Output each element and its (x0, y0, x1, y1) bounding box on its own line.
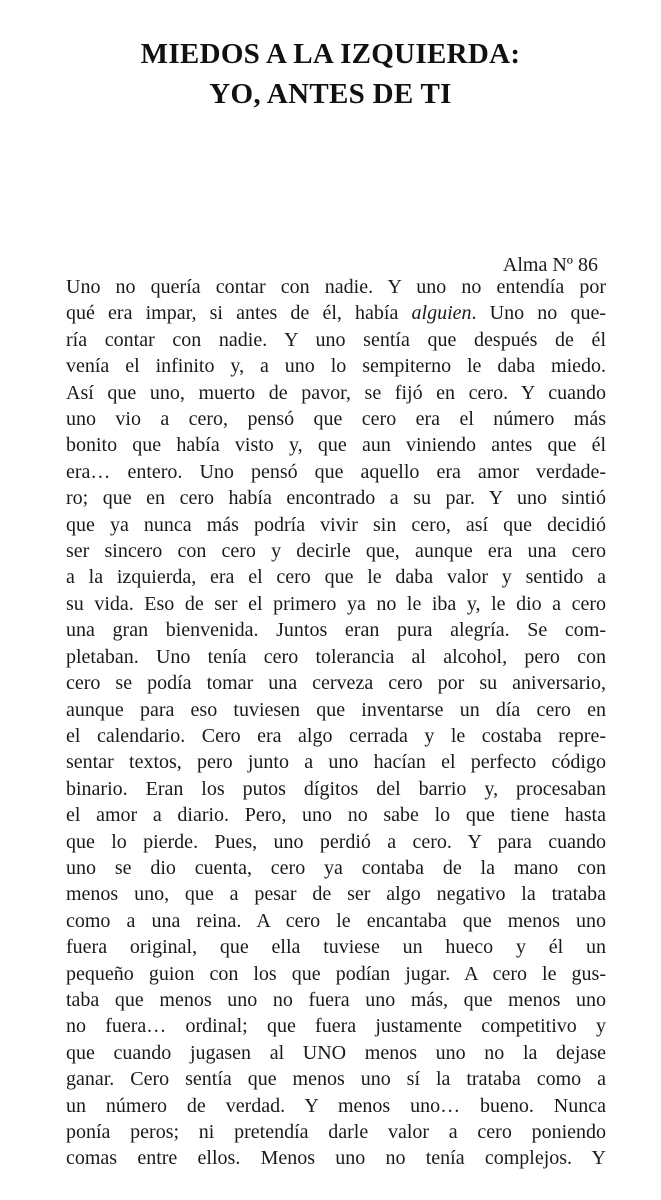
body-line: una gran bienvenida. Juntos eran pura alegría. Se com- (66, 619, 606, 642)
body-line: uno vio a cero, pensó que cero era el número más (66, 408, 606, 431)
body-line: pletaban. Uno tenía cero tolerancia al alcohol, pero con (66, 645, 606, 668)
body-line: bonito que había visto y, que aun viniendo antes que él (66, 434, 606, 457)
body-line: que cuando jugasen al UNO menos uno no la dejase (66, 1041, 606, 1064)
body-line-segment: . Uno no que- (471, 302, 606, 325)
body-line: el calendario. Cero era algo cerrada y le costaba repre- (66, 724, 606, 747)
body-line: que lo pierde. Pues, uno perdió a cero. Y para cuando (66, 830, 606, 853)
body-line: uno se dio cuenta, cero ya contaba de la mano con (66, 856, 606, 879)
body-line: pequeño guion con los que podían jugar. A cero le gus- (66, 962, 606, 985)
body-line: como a una reina. A cero le encantaba que menos uno (66, 909, 606, 932)
title-line-1: MIEDOS A LA IZQUIERDA: (140, 38, 521, 70)
emphasis-word: alguien (411, 302, 472, 325)
body-line: sentar textos, pero junto a uno hacían el perfecto código (66, 751, 606, 774)
body-line (66, 300, 606, 326)
body-line: era… entero. Uno pensó que aquello era amor verdade- (66, 460, 606, 483)
body-line: taba que menos uno no fuera uno más, que menos uno (66, 988, 606, 1011)
body-line: su vida. Eso de ser el primero ya no le iba y, le dio a cero (66, 592, 606, 615)
body-line: no fuera… ordinal; que fuera justamente competitivo y (66, 1015, 606, 1038)
author-signature: Alma Nº 86 (502, 254, 598, 276)
body-line: Así que uno, muerto de pavor, se fijó en cero. Y cuando (66, 381, 606, 404)
body-text (66, 274, 606, 1172)
body-line: ser sincero con cero y decirle que, aunque era una cero (66, 540, 606, 563)
body-line: ganar. Cero sentía que menos uno sí la trataba como a (66, 1068, 606, 1091)
body-line: cero se podía tomar una cerveza cero por su aniversario, (66, 672, 606, 695)
body-line: el amor a diario. Pero, uno no sabe lo que tiene hasta (66, 804, 606, 827)
body-line: comas entre ellos. Menos uno no tenía complejos. Y (66, 1147, 606, 1170)
title-line-2: YO, ANTES DE TI (209, 78, 452, 110)
body-line: venía el infinito y, a uno lo sempiterno le daba miedo. (66, 355, 606, 378)
body-line: que ya nunca más podría vivir sin cero, así que decidió (66, 513, 606, 536)
body-line: menos uno, que a pesar de ser algo negativo la trataba (66, 883, 606, 906)
body-line: a la izquierda, era el cero que le daba valor y sentido a (66, 566, 606, 589)
body-line: ponía peros; ni pretendía darle valor a cero poniendo (66, 1121, 606, 1143)
body-line-segment: qué era impar, si antes de él, había (66, 302, 412, 325)
body-line: aunque para eso tuviesen que inventarse un día cero en (66, 698, 606, 721)
body-line: Uno no quería contar con nadie. Y uno no entendía por (66, 276, 606, 298)
body-line: binario. Eran los putos dígitos del barrio y, procesaban (66, 777, 606, 800)
body-line: ría contar con nadie. Y uno sentía que después de él (66, 328, 606, 351)
body-line: un número de verdad. Y menos uno… bueno. Nunca (66, 1094, 606, 1117)
page-title (0, 34, 661, 114)
body-line: fuera original, que ella tuviese un hueco y él un (66, 936, 606, 959)
body-line: ro; que en cero había encontrado a su par. Y uno sintió (66, 487, 606, 510)
